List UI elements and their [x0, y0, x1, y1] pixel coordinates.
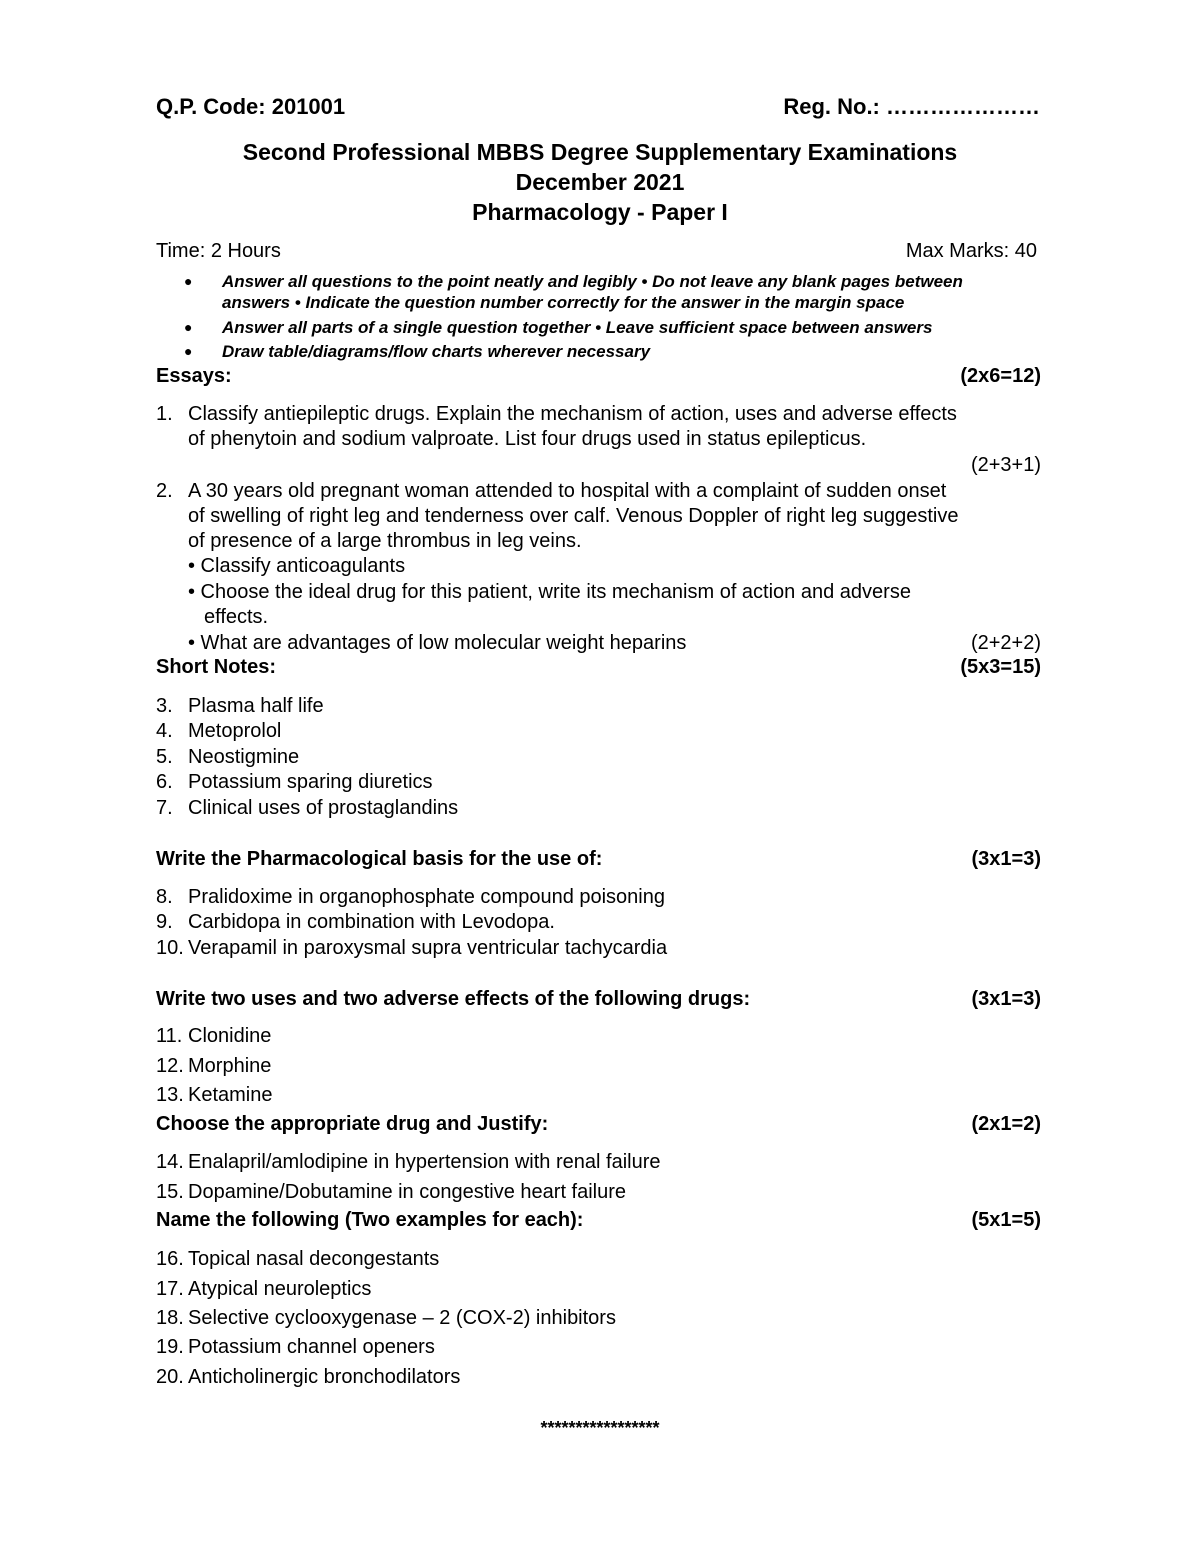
item-text: Topical nasal decongestants — [188, 1248, 440, 1270]
item-number: 4. — [156, 720, 173, 742]
exam-date: December 2021 — [515, 169, 685, 195]
choose-drug-heading: Choose the appropriate drug and Justify: — [156, 1113, 549, 1135]
instruction-1b: answers • Indicate the question number correctly for the answer in the margin space — [222, 293, 905, 312]
item-number: 15. — [156, 1181, 184, 1203]
list-item — [156, 1181, 626, 1204]
pharm-basis-heading: Write the Pharmacological basis for the use of: — [156, 848, 603, 870]
list-item — [156, 1025, 271, 1048]
item-number: 3. — [156, 695, 173, 717]
list-item — [156, 1336, 435, 1359]
item-text: Enalapril/amlodipine in hypertension with renal failure — [188, 1151, 661, 1173]
list-item — [156, 746, 299, 769]
item-text: Potassium channel openers — [188, 1336, 435, 1358]
name-following-marks: (5x1=5) — [971, 1209, 1041, 1231]
paper-title: Pharmacology - Paper I — [472, 199, 728, 225]
essays-marks: (2x6=12) — [960, 365, 1041, 387]
question-2-part-a: • Classify anticoagulants — [188, 555, 406, 577]
item-number: 14. — [156, 1151, 184, 1173]
question-2-part-b: • Choose the ideal drug for this patient, write its mechanism of action and adverse — [188, 581, 911, 603]
list-item — [156, 1151, 661, 1174]
item-number: 10. — [156, 937, 184, 959]
item-number: 6. — [156, 771, 173, 793]
item-number: 8. — [156, 886, 173, 908]
question-text: A 30 years old pregnant woman attended to hospital with a complaint of sudden onset — [188, 480, 947, 502]
max-marks-label: Max Marks: 40 — [905, 240, 1037, 262]
list-item — [156, 771, 433, 794]
bullet-icon: ● — [184, 343, 193, 359]
time-label: Time: 2 Hours — [156, 240, 281, 262]
question-text: Classify antiepileptic drugs. Explain the mechanism of action, uses and adverse effects — [188, 403, 957, 425]
item-text: Metoprolol — [188, 720, 282, 742]
item-text: Ketamine — [188, 1084, 273, 1106]
choose-drug-marks: (2x1=2) — [971, 1113, 1041, 1135]
list-item — [156, 1248, 439, 1271]
list-item — [156, 1084, 273, 1107]
reg-no: Reg. No.: ………………… — [783, 94, 1040, 119]
item-number: 9. — [156, 911, 173, 933]
item-text: Carbidopa in combination with Levodopa. — [188, 911, 555, 933]
exam-title: Second Professional MBBS Degree Supplementary Examinations — [242, 139, 958, 165]
short-notes-heading: Short Notes: — [156, 656, 276, 678]
item-number: 13. — [156, 1084, 184, 1106]
list-item — [156, 1055, 271, 1078]
item-text: Potassium sparing diuretics — [188, 771, 433, 793]
question-1-line2: of phenytoin and sodium valproate. List four drugs used in status epilepticus. — [188, 428, 867, 450]
short-notes-marks: (5x3=15) — [960, 656, 1041, 678]
list-item — [156, 695, 324, 718]
item-text: Atypical neuroleptics — [188, 1278, 372, 1300]
end-of-paper-marker: ***************** — [540, 1418, 660, 1438]
pharm-basis-marks: (3x1=3) — [971, 848, 1041, 870]
item-text: Dopamine/Dobutamine in congestive heart failure — [188, 1181, 627, 1203]
list-item — [156, 937, 667, 960]
question-2-part-b-cont: effects. — [204, 606, 269, 628]
list-item — [156, 797, 458, 820]
list-item — [156, 886, 665, 909]
item-number: 20. — [156, 1366, 184, 1388]
item-text: Morphine — [188, 1055, 272, 1077]
question-2 — [156, 480, 946, 503]
uses-adverse-heading: Write two uses and two adverse effects of the following drugs: — [156, 988, 751, 1010]
instruction-1a: Answer all questions to the point neatly and legibly • Do not leave any blank pages between — [222, 272, 963, 291]
list-item — [156, 911, 555, 934]
instruction-3: Draw table/diagrams/flow charts wherever necessary — [222, 342, 651, 361]
question-2-line2: of swelling of right leg and tenderness over calf. Venous Doppler of right leg suggestive — [188, 505, 959, 527]
instruction-2: Answer all parts of a single question together • Leave sufficient space between answers — [222, 318, 933, 337]
item-number: 11. — [156, 1025, 183, 1047]
item-number: 5. — [156, 746, 173, 768]
essays-heading: Essays: — [156, 365, 232, 387]
item-text: Anticholinergic bronchodilators — [188, 1366, 461, 1388]
name-following-heading: Name the following (Two examples for each): — [156, 1209, 584, 1231]
bullet-icon: ● — [184, 319, 193, 335]
question-2-line3: of presence of a large thrombus in leg veins. — [188, 530, 582, 552]
question-1 — [156, 403, 957, 426]
question-1-marks: (2+3+1) — [970, 454, 1041, 476]
list-item — [156, 1278, 371, 1301]
uses-adverse-marks: (3x1=3) — [971, 988, 1041, 1010]
item-text: Plasma half life — [188, 695, 324, 717]
item-text: Clonidine — [188, 1025, 272, 1047]
item-number: 17. — [156, 1278, 184, 1300]
item-text: Neostigmine — [188, 746, 300, 768]
question-number: 2. — [156, 480, 173, 502]
item-number: 16. — [156, 1248, 184, 1270]
question-2-marks: (2+2+2) — [970, 632, 1041, 654]
list-item — [156, 720, 281, 743]
item-text: Verapamil in paroxysmal supra ventricular tachycardia — [188, 937, 668, 959]
question-number: 1. — [156, 403, 173, 425]
item-text: Pralidoxime in organophosphate compound poisoning — [188, 886, 665, 908]
item-number: 19. — [156, 1336, 184, 1358]
item-text: Selective cyclooxygenase – 2 (COX-2) inhibitors — [188, 1307, 616, 1329]
list-item — [156, 1307, 616, 1330]
bullet-icon: ● — [184, 273, 193, 289]
item-number: 18. — [156, 1307, 184, 1329]
question-2-part-c: • What are advantages of low molecular weight heparins — [188, 632, 687, 654]
item-number: 7. — [156, 797, 173, 819]
qp-code: Q.P. Code: 201001 — [156, 94, 346, 119]
list-item — [156, 1366, 460, 1389]
item-text: Clinical uses of prostaglandins — [188, 797, 459, 819]
item-number: 12. — [156, 1055, 184, 1077]
